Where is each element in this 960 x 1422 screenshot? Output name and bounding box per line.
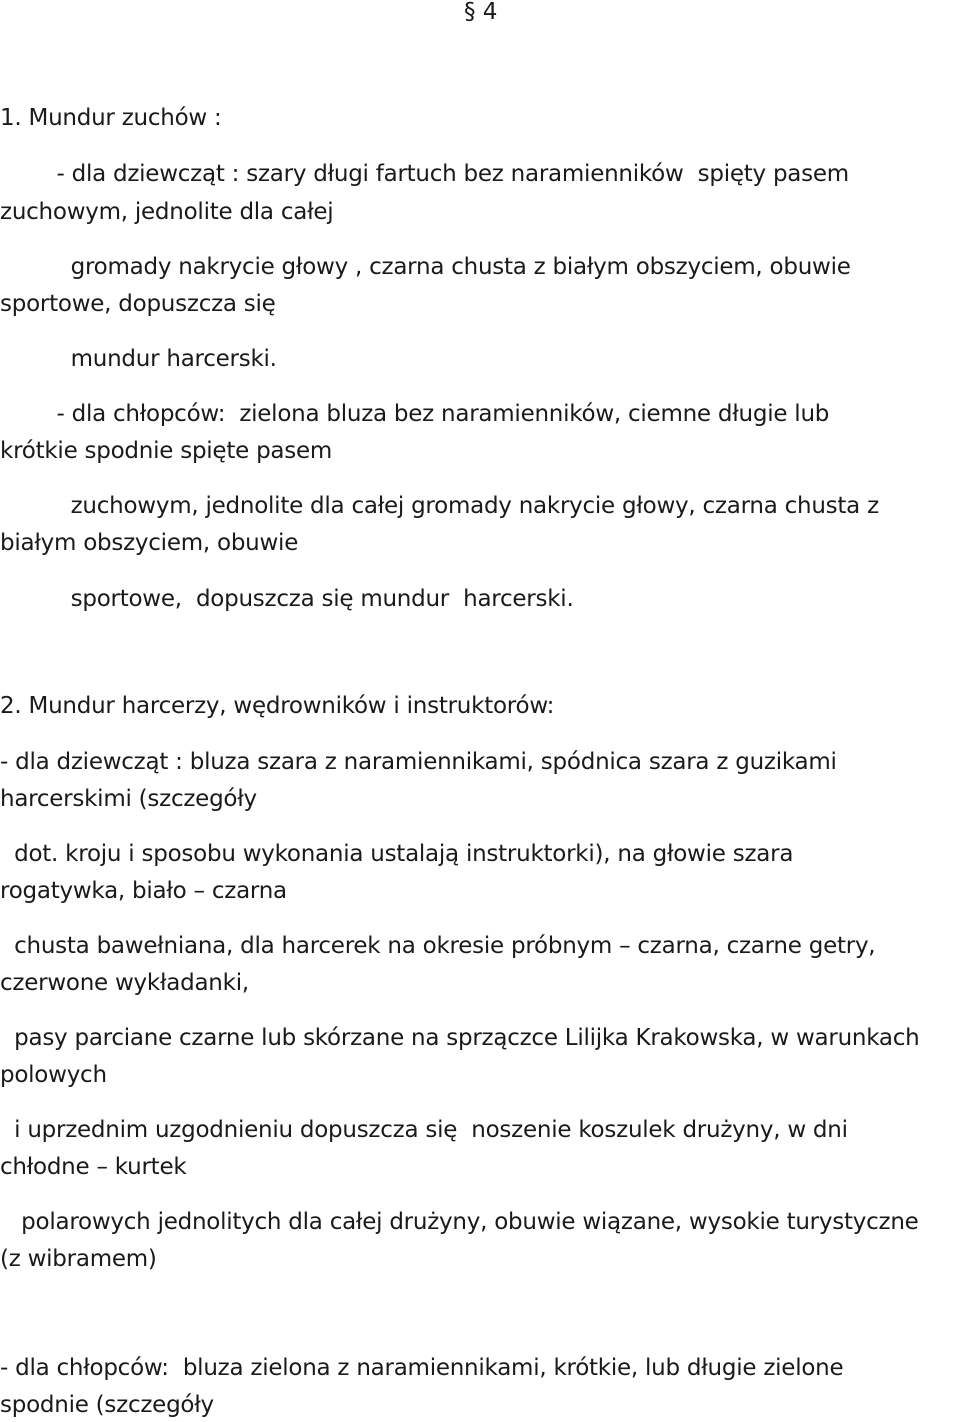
paragraph-line: chusta bawełniana, dla harcerek na okresie próbnym – czarna, czarne getry, [0, 933, 876, 959]
section-heading: § 4 [464, 0, 498, 25]
paragraph-line: czerwone wykładanki, [0, 970, 249, 996]
paragraph-line: (z wibramem) [0, 1246, 157, 1272]
paragraph-line: - dla chłopców: bluza zielona z naramiennikami, krótkie, lub długie zielone [0, 1355, 844, 1381]
paragraph-line: - dla dziewcząt : szary długi fartuch bez naramienników spięty pasem [0, 161, 849, 187]
paragraph-line: chłodne – kurtek [0, 1154, 187, 1180]
paragraph-line: mundur harcerski. [0, 346, 277, 372]
paragraph-line: gromady nakrycie głowy , czarna chusta z białym obszyciem, obuwie [0, 254, 851, 280]
paragraph-line: i uprzednim uzgodnieniu dopuszcza się noszenie koszulek drużyny, w dni [0, 1117, 848, 1143]
paragraph-line: spodnie (szczegóły [0, 1392, 214, 1418]
paragraph-line: harcerskimi (szczegóły [0, 786, 257, 812]
section-2-heading: 2. Mundur harcerzy, wędrowników i instruktorów: [0, 693, 555, 719]
paragraph-line: rogatywka, biało – czarna [0, 878, 287, 904]
paragraph-line: polarowych jednolitych dla całej drużyny, obuwie wiązane, wysokie turystyczne [0, 1209, 919, 1235]
paragraph-line: krótkie spodnie spięte pasem [0, 438, 333, 464]
paragraph-line: zuchowym, jednolite dla całej gromady nakrycie głowy, czarna chusta z [0, 493, 879, 519]
paragraph-line: sportowe, dopuszcza się [0, 291, 276, 317]
paragraph-line: - dla dziewcząt : bluza szara z naramiennikami, spódnica szara z guzikami [0, 749, 837, 775]
paragraph-line: białym obszyciem, obuwie [0, 530, 299, 556]
section-1-heading: 1. Mundur zuchów : [0, 105, 222, 131]
paragraph-line: dot. kroju i sposobu wykonania ustalają instruktorki), na głowie szara [0, 841, 794, 867]
paragraph-line: sportowe, dopuszcza się mundur harcerski. [0, 586, 574, 612]
paragraph-line: polowych [0, 1062, 107, 1088]
paragraph-line: zuchowym, jednolite dla całej [0, 199, 334, 225]
paragraph-line: pasy parciane czarne lub skórzane na sprzączce Lilijka Krakowska, w warunkach [0, 1025, 920, 1051]
paragraph-line: - dla chłopców: zielona bluza bez naramienników, ciemne długie lub [0, 401, 830, 427]
